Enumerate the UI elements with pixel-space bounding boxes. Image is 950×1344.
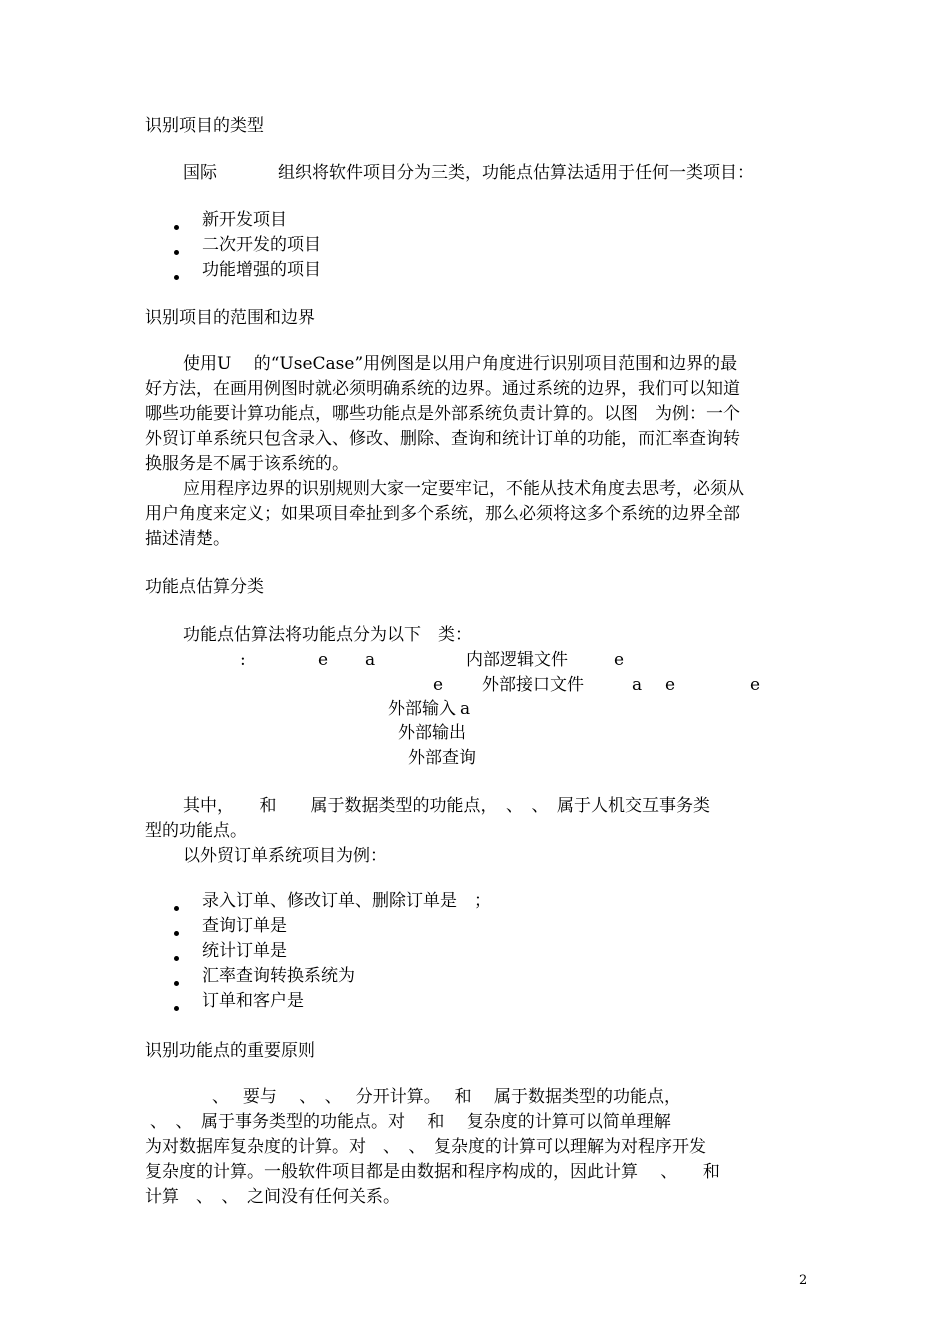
category-fragment: e xyxy=(318,650,329,670)
paragraph-line: 换服务是不属于该系统的。 xyxy=(145,454,349,474)
category-fragment: a xyxy=(632,675,643,695)
list-item: 录入订单、修改订单、删除订单是 ； xyxy=(202,891,491,911)
list-item: 新开发项目 xyxy=(202,210,287,230)
paragraph-line: 好方法，在画用例图时就必须明确系统的边界。通过系统的边界，我们可以知道 xyxy=(145,379,740,399)
section-heading-classification: 功能点估算分类 xyxy=(145,577,264,597)
paragraph-line: 外贸订单系统只包含录入、修改、删除、查询和统计订单的功能，而汇率查询转 xyxy=(145,429,740,449)
paragraph-line: 哪些功能要计算功能点，哪些功能点是外部系统负责计算的。以图 为例：一个 xyxy=(145,404,740,424)
category-fragment: e xyxy=(614,650,625,670)
paragraph-text: 国际 xyxy=(183,163,217,183)
bullet-icon xyxy=(174,225,179,230)
paragraph-line: 描述清楚。 xyxy=(145,529,230,549)
list-item: 统计订单是 xyxy=(202,941,287,961)
category-ei: 外部输入 xyxy=(388,699,456,719)
category-fragment: e xyxy=(750,675,761,695)
category-eo: 外部输出 xyxy=(398,723,466,743)
paragraph-line: 、 要与 、 、 分开计算。 和 属于数据类型的功能点， xyxy=(212,1087,682,1107)
category-fragment: a xyxy=(365,650,376,670)
category-ilf: 内部逻辑文件 xyxy=(466,650,568,670)
list-item: 二次开发的项目 xyxy=(202,235,321,255)
bullet-icon xyxy=(174,250,179,255)
paragraph-text: 功能点估算法将功能点分为以下 类： xyxy=(183,625,472,645)
paragraph-line: 复杂度的计算。一般软件项目都是由数据和程序构成的，因此计算 、 和 xyxy=(145,1162,720,1182)
category-fragment: e xyxy=(665,675,676,695)
category-eq: 外部查询 xyxy=(408,748,476,768)
paragraph-line: 型的功能点。 xyxy=(145,821,247,841)
paragraph-line: 其中， 和 属于数据类型的功能点， 、 、 属于人机交互事务类 xyxy=(183,796,710,816)
paragraph-line: 、 、 属于事务类型的功能点。对 和 复杂度的计算可以简单理解 xyxy=(150,1112,671,1132)
paragraph-line: 应用程序边界的识别规则大家一定要牢记，不能从技术角度去思考，必须从 xyxy=(183,479,744,499)
category-fragment: e xyxy=(433,675,444,695)
paragraph-line: 用户角度来定义；如果项目牵扯到多个系统，那么必须将这多个系统的边界全部 xyxy=(145,504,740,524)
category-fragment: a xyxy=(460,699,471,719)
section-heading-project-type: 识别项目的类型 xyxy=(145,116,264,136)
bullet-icon xyxy=(174,275,179,280)
bullet-icon xyxy=(174,906,179,911)
bullet-icon xyxy=(174,981,179,986)
list-item: 汇率查询转换系统为 xyxy=(202,966,355,986)
bullet-icon xyxy=(174,931,179,936)
page-number: 2 xyxy=(799,1273,808,1288)
category-eif: 外部接口文件 xyxy=(482,675,584,695)
paragraph-text: 组织将软件项目分为三类，功能点估算法适用于任何一类项目： xyxy=(278,163,754,183)
bullet-icon xyxy=(174,1006,179,1011)
paragraph-line: 以外贸订单系统项目为例： xyxy=(183,846,387,866)
section-heading-scope-boundary: 识别项目的范围和边界 xyxy=(145,308,315,328)
paragraph-line: 为对数据库复杂度的计算。对 、 、 复杂度的计算可以理解为对程序开发 xyxy=(145,1137,706,1157)
list-item: 订单和客户是 xyxy=(202,991,304,1011)
category-fragment: : xyxy=(240,650,246,670)
bullet-icon xyxy=(174,956,179,961)
paragraph-line: 使用U 的“UseCase”用例图是以用户角度进行识别项目范围和边界的最 xyxy=(183,354,738,374)
list-item: 查询订单是 xyxy=(202,916,287,936)
list-item: 功能增强的项目 xyxy=(202,260,321,280)
paragraph-line: 计算 、 、 之间没有任何关系。 xyxy=(145,1187,400,1207)
section-heading-principles: 识别功能点的重要原则 xyxy=(145,1041,315,1061)
